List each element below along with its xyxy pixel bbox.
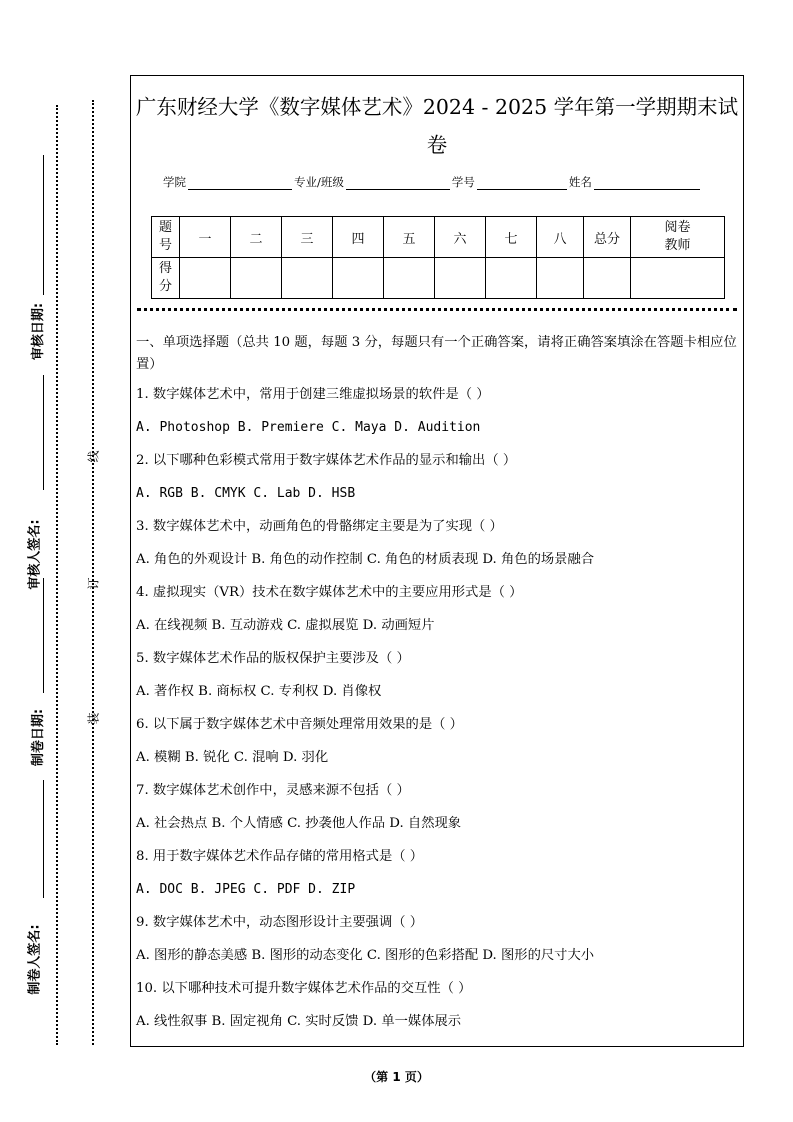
- question-options: A. 图形的静态美感 B. 图形的动态变化 C. 图形的色彩搭配 D. 图形的尺寸大小: [136, 948, 595, 963]
- signature-line-reviewer: [43, 375, 44, 490]
- page-number: （第 1 页）: [364, 1070, 429, 1084]
- dotted-binding-line-left: [56, 105, 58, 1045]
- section-heading: 一、单项选择题（总共 10 题，每题 3 分，每题只有一个正确答案，请将正确答案填涂在答题卡相应位置）: [136, 335, 737, 372]
- bind-mark-pack: 装: [86, 712, 101, 725]
- reviewer-header: 阅卷 教师: [631, 217, 725, 258]
- question-options: A. 模糊 B. 锐化 C. 混响 D. 羽化: [136, 750, 329, 765]
- signature-line-make-date: [43, 578, 44, 693]
- college-blank[interactable]: [188, 177, 292, 190]
- question-text: 9. 数字媒体艺术中，动态图形设计主要强调（ ）: [136, 915, 424, 930]
- question-text: 6. 以下属于数字媒体艺术中音频处理常用效果的是（ ）: [136, 717, 463, 732]
- question-text: 5. 数字媒体艺术作品的版权保护主要涉及（ ）: [136, 651, 410, 666]
- student-info-row: [163, 174, 702, 190]
- score-cell[interactable]: [537, 258, 584, 299]
- exam-title-line1: 广东财经大学《数字媒体艺术》2024 - 2025 学年第一学期期末试: [135, 95, 739, 119]
- exam-title: [131, 88, 743, 164]
- question-options: A. 线性叙事 B. 固定视角 C. 实时反馈 D. 单一媒体展示: [136, 1014, 462, 1029]
- dotted-separator: [137, 308, 737, 311]
- score-table-score-row: [152, 258, 725, 299]
- col-header: 八: [537, 217, 584, 258]
- score-cell[interactable]: [435, 258, 486, 299]
- reviewer-sign-label: 审核人签名:: [27, 519, 43, 590]
- score-cell[interactable]: [231, 258, 282, 299]
- question-options: A. RGB B. CMYK C. Lab D. HSB: [136, 486, 356, 501]
- reviewer-cell[interactable]: [631, 258, 725, 299]
- score-row-header: 得 分: [152, 258, 180, 299]
- col-header: 四: [333, 217, 384, 258]
- question-options: A. DOC B. JPEG C. PDF D. ZIP: [136, 882, 356, 897]
- question-text: 2. 以下哪种色彩模式常用于数字媒体艺术作品的显示和输出（ ）: [136, 453, 517, 468]
- major-blank[interactable]: [346, 177, 450, 190]
- score-table-header-row: [152, 217, 725, 258]
- score-cell-total[interactable]: [584, 258, 631, 299]
- major-label: 专业/班级: [294, 175, 344, 189]
- question-options: A. 著作权 B. 商标权 C. 专利权 D. 肖像权: [136, 684, 382, 699]
- score-cell[interactable]: [333, 258, 384, 299]
- question-options: A. 社会热点 B. 个人情感 C. 抄袭他人作品 D. 自然现象: [136, 816, 462, 831]
- maker-sign-label: 制卷人签名:: [27, 924, 43, 995]
- student-id-blank[interactable]: [477, 177, 567, 190]
- col-header: 一: [180, 217, 231, 258]
- score-table: [151, 216, 725, 299]
- exam-frame: [130, 75, 744, 1047]
- col-header: 六: [435, 217, 486, 258]
- question-text: 8. 用于数字媒体艺术作品存储的常用格式是（ ）: [136, 849, 424, 864]
- question-area: [136, 332, 740, 1044]
- question-text: 10. 以下哪种技术可提升数字媒体艺术作品的交互性（ ）: [136, 981, 472, 996]
- question-text: 7. 数字媒体艺术创作中，灵感来源不包括（ ）: [136, 783, 410, 798]
- question-options: A. 角色的外观设计 B. 角色的动作控制 C. 角色的材质表现 D. 角色的场景融合: [136, 552, 595, 567]
- bind-mark-order: 订: [86, 577, 101, 590]
- exam-title-line2: 卷: [426, 133, 448, 157]
- dotted-binding-line-right: [92, 100, 94, 1045]
- question-text: 1. 数字媒体艺术中，常用于创建三维虚拟场景的软件是（ ）: [136, 387, 490, 402]
- college-label: 学院: [163, 175, 186, 189]
- col-header: 二: [231, 217, 282, 258]
- col-header: 五: [384, 217, 435, 258]
- score-cell[interactable]: [282, 258, 333, 299]
- col-header-total: 总分: [584, 217, 631, 258]
- signature-line-review-date: [43, 155, 44, 295]
- question-options: A. 在线视频 B. 互动游戏 C. 虚拟展览 D. 动画短片: [136, 618, 435, 633]
- question-number-header: 题 号: [152, 217, 180, 258]
- col-header: 七: [486, 217, 537, 258]
- review-date-label: 审核日期:: [31, 302, 47, 361]
- question-text: 3. 数字媒体艺术中，动画角色的骨骼绑定主要是为了实现（ ）: [136, 519, 503, 534]
- question-text: 4. 虚拟现实（VR）技术在数字媒体艺术中的主要应用形式是（ ）: [136, 585, 523, 600]
- score-cell[interactable]: [486, 258, 537, 299]
- question-options: A. Photoshop B. Premiere C. Maya D. Audition: [136, 420, 481, 435]
- col-header: 三: [282, 217, 333, 258]
- make-date-label: 制卷日期:: [31, 708, 47, 767]
- name-blank[interactable]: [594, 177, 700, 190]
- bind-mark-line: 线: [86, 450, 101, 463]
- student-id-label: 学号: [451, 175, 475, 189]
- score-cell[interactable]: [180, 258, 231, 299]
- signature-line-maker: [43, 780, 44, 898]
- name-label: 姓名: [568, 175, 592, 189]
- score-cell[interactable]: [384, 258, 435, 299]
